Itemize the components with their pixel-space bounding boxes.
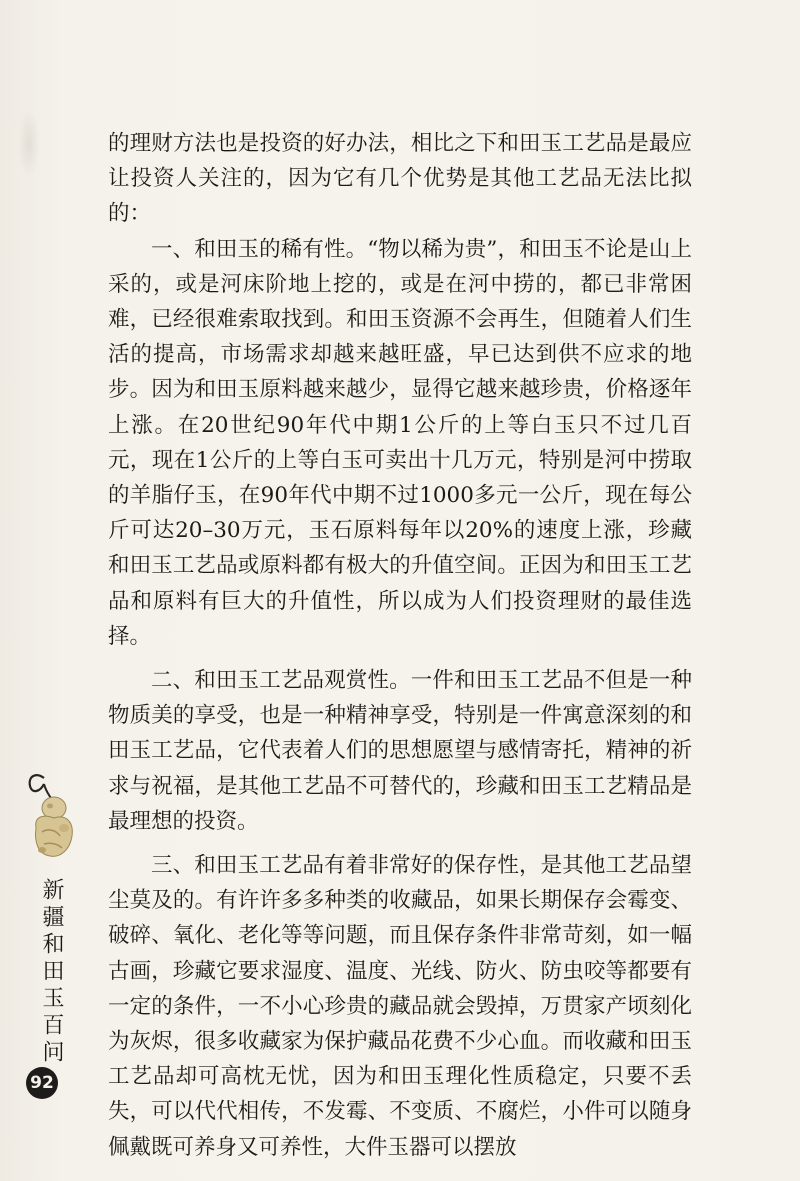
paragraph-ornamental: 二、和田玉工艺品观赏性。一件和田玉工艺品不但是一种物质美的享受，也是一种精神享受，特别是一件寓意深刻的和田玉工艺品，它代表着人们的思想愿望与感情寄托，精神的祈求与祝福，是其他工艺品不可替代的，珍藏和田玉工艺精品是最理想的投资。 <box>108 668 692 834</box>
book-title: 新疆和田玉百问 <box>39 878 64 1067</box>
body-text <box>108 126 692 1165</box>
paragraph-intro: 的理财方法也是投资的好办法，相比之下和田玉工艺品是最应让投资人关注的，因为它有几个优势是其他工艺品无法比拟的： <box>108 131 692 227</box>
paragraph-preservation: 三、和田玉工艺品有着非常好的保存性，是其他工艺品望尘莫及的。有许许多多种类的收藏品，如果长期保存会霉变、破碎、氧化、老化等等问题，而且保存条件非常苛刻，如一幅古画，珍藏它要求湿度、温度、光线、防火、防虫咬等都要有一定的条件，一不小心珍贵的藏品就会毁掉，万贯家产顷刻化为灰烬，很多收藏家为保护藏品花费不少心血。而收藏和田玉工艺品却可高枕无忧，因为和田玉理化性质稳定，只要不丢失，可以代代相传，不发霉、不变质、不腐烂，小件可以随身佩戴既可养身又可养性，大件玉器可以摆放 <box>108 853 692 1160</box>
sidebar <box>0 770 95 1093</box>
paragraph-rarity: 一、和田玉的稀有性。“物以稀为贵”，和田玉不论是山上采的，或是河床阶地上挖的，或是在河中捞的，都已非常困难，已经很难索取找到。和田玉资源不会再生，但随着人们生活的提高，市场需求却越来越旺盛，早已达到供不应求的地步。因为和田玉原料越来越少，显得它越来越珍贵，价格逐年上涨。在20世纪90年代中期1公斤的上等白玉只不过几百元，现在1公斤的上等白玉可卖出十几万元，特别是河中捞取的羊脂仔玉，在90年代中期不过1000多元一公斤，现在每公斤可达20–30万元，玉石原料每年以20%的速度上涨，珍藏和田玉工艺品或原料都有极大的升值空间。正因为和田玉工艺品和原料有巨大的升值性，所以成为人们投资理财的最佳选择。 <box>108 236 692 649</box>
jade-pendant-icon <box>14 770 84 870</box>
page-edge-mark <box>18 108 40 178</box>
page-number: 92 <box>26 1067 58 1099</box>
